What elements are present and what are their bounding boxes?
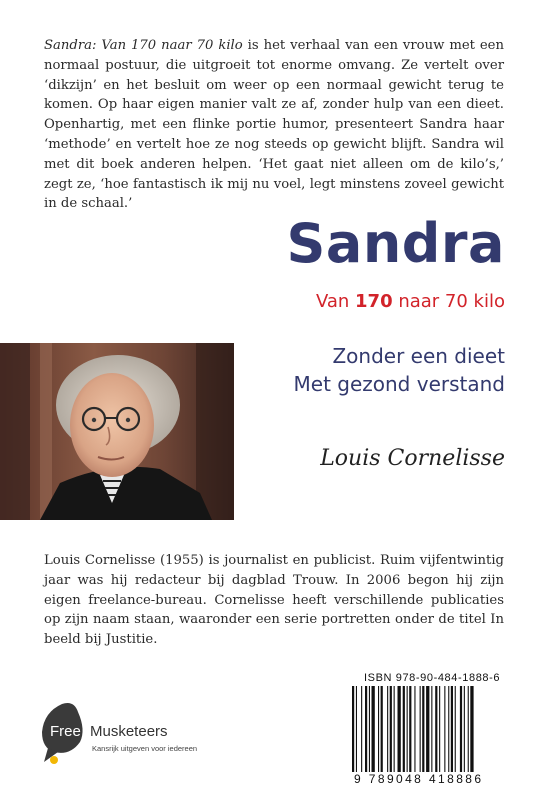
publisher-tagline: Kansrijk uitgeven voor iedereen bbox=[92, 744, 198, 753]
author-portrait-image bbox=[0, 343, 234, 520]
barcode-digits: 9 789048 418886 bbox=[354, 772, 484, 786]
author-photo bbox=[0, 343, 234, 520]
barcode-bar bbox=[464, 686, 465, 772]
barcode-bar bbox=[426, 686, 429, 772]
book-tagline bbox=[294, 342, 505, 398]
publisher-logo bbox=[40, 700, 240, 770]
barcode-bar bbox=[394, 686, 395, 772]
barcode-bar bbox=[451, 686, 453, 772]
barcode-bar bbox=[431, 686, 432, 772]
barcode-bar bbox=[387, 686, 388, 772]
blurb-text: is het verhaal van een vrouw met een normaal postuur, die uitgroeit tot enorme omvang. Ze vertelt over ‘dikzijn’ en het besluit om weer op een normaal gewicht terug te komen. Op haar eigen manier valt ze af, zonder hulp van een dieet. Openhartig, met een flinke portie humor, presenteert Sandra haar ‘methode’ en vertelt hoe ze nog steeds op gewicht blijft. Sandra wil met dit boek anderen helpen. ‘Het gaat niet alleen om de kilo’s,’ zegt ze, ‘hoe fantastisch ik mij nu voel, legt minstens zoveel gewicht in de schaal.’ bbox=[44, 38, 504, 212]
barcode-bar bbox=[420, 686, 421, 772]
tagline-line-1: Zonder een dieet bbox=[332, 344, 505, 368]
barcode-bar bbox=[468, 686, 469, 772]
barcode-bar bbox=[365, 686, 367, 772]
subtitle-suffix: naar 70 kilo bbox=[392, 291, 505, 312]
author-bio: Louis Cornelisse (1955) is journalist en publicist. Ruim vijfentwintig jaar was hij redacteur bij dagblad Trouw. In 2006 begon hij zijn eigen freelance-bureau. Cornelisse heeft verschillende publicaties op zijn naam staan, waaronder een serie portretten onder de titel In beeld bij Justitie. bbox=[44, 553, 504, 648]
isbn-label: ISBN 978-90-484-1888-6 bbox=[364, 672, 501, 684]
barcode-bar bbox=[390, 686, 392, 772]
barcode-bar bbox=[356, 686, 357, 772]
barcode-bar bbox=[369, 686, 370, 772]
barcode-bar bbox=[470, 686, 473, 772]
subtitle-bold-number: 170 bbox=[355, 291, 393, 312]
barcode-bar bbox=[435, 686, 437, 772]
back-cover-blurb bbox=[44, 36, 504, 214]
blurb-book-reference: Sandra: Van 170 naar 70 kilo bbox=[44, 38, 243, 53]
book-subtitle bbox=[316, 290, 505, 314]
barcode-bars bbox=[350, 686, 510, 774]
barcode-bar bbox=[372, 686, 375, 772]
barcode-bar bbox=[403, 686, 405, 772]
barcode-bar bbox=[422, 686, 424, 772]
barcode-bar bbox=[439, 686, 440, 772]
barcode-bar bbox=[455, 686, 456, 772]
subtitle-prefix: Van bbox=[315, 291, 356, 312]
author-name: Louis Cornelisse bbox=[320, 446, 505, 471]
barcode-bar bbox=[378, 686, 379, 772]
tagline-line-2: Met gezond verstand bbox=[293, 372, 505, 396]
book-title: Sandra bbox=[286, 212, 505, 275]
barcode-bar bbox=[444, 686, 445, 772]
barcode-bar bbox=[361, 686, 362, 772]
barcode-bar bbox=[460, 686, 462, 772]
barcode-bar bbox=[414, 686, 415, 772]
isbn-barcode bbox=[350, 686, 510, 774]
publisher-name-musketeers: Musketeers bbox=[90, 723, 168, 740]
barcode-bar bbox=[407, 686, 408, 772]
barcode-bar bbox=[352, 686, 354, 772]
barcode-bar bbox=[381, 686, 383, 772]
barcode-bar bbox=[409, 686, 411, 772]
barcode-bar bbox=[448, 686, 449, 772]
barcode-bar bbox=[398, 686, 401, 772]
publisher-name-free: Free bbox=[50, 723, 81, 740]
